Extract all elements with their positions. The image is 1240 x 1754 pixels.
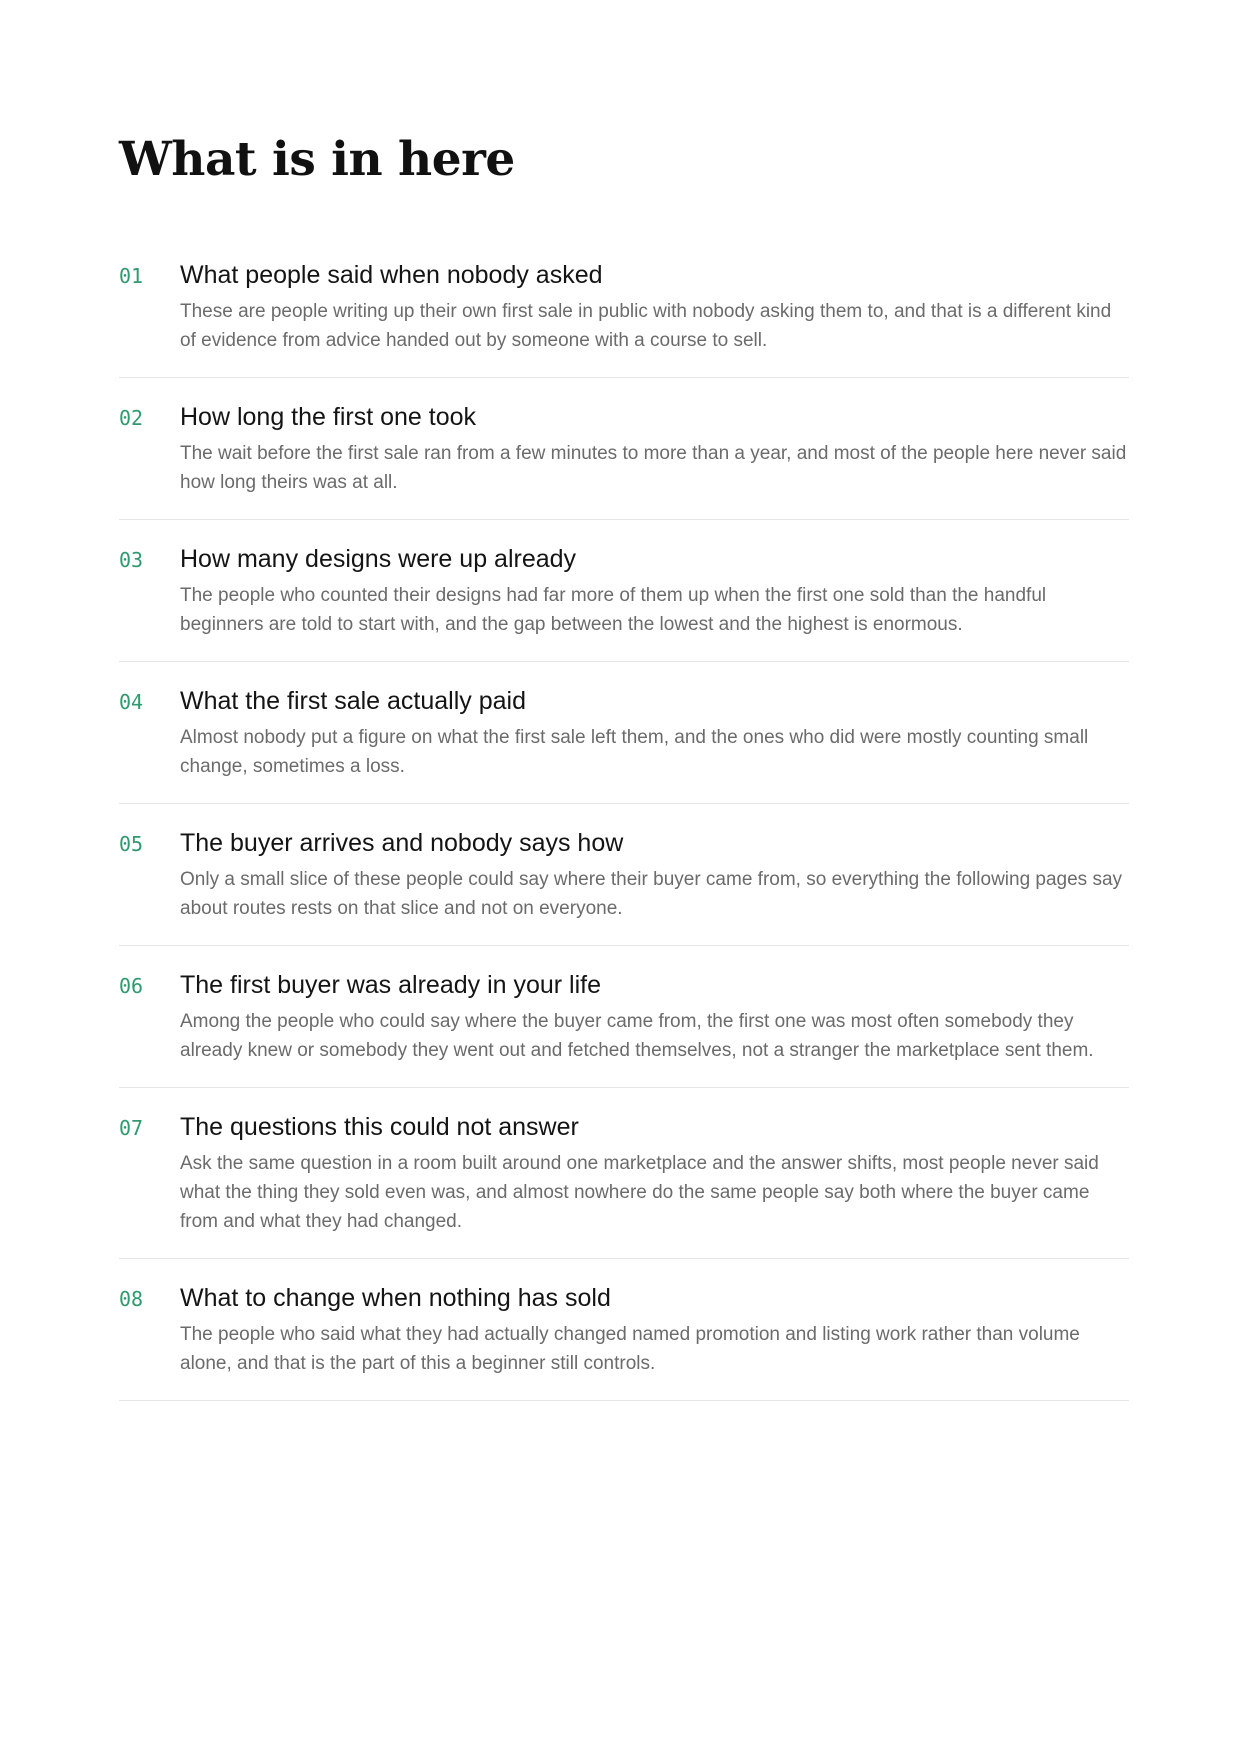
- toc-entry-heading[interactable]: What the first sale actually paid: [180, 687, 526, 715]
- toc-entry-number: 04: [119, 690, 144, 714]
- toc-entry[interactable]: [119, 258, 1129, 378]
- toc-entry[interactable]: [119, 1110, 1129, 1259]
- toc-entry[interactable]: [119, 1281, 1129, 1401]
- toc-entry-heading[interactable]: What people said when nobody asked: [180, 261, 603, 289]
- toc-entry-description: The people who counted their designs had far more of them up when the first one sold than the handful beginners are told to start with, and the gap between the lowest and the highest is enormous.: [180, 585, 1047, 635]
- toc-entry-number: 07: [119, 1116, 144, 1140]
- toc-entry-body: [180, 968, 1129, 1065]
- page-title: What is in here: [119, 132, 515, 187]
- toc-entry-body: [180, 1281, 1129, 1378]
- toc-entry-description: Almost nobody put a figure on what the first sale left them, and the ones who did were mostly counting small change, sometimes a loss.: [180, 727, 1089, 777]
- toc-entry-body: [180, 684, 1129, 781]
- toc-entry-heading[interactable]: What to change when nothing has sold: [180, 1284, 611, 1312]
- toc-entry-number: 02: [119, 406, 144, 430]
- toc-entry-body: [180, 1110, 1129, 1236]
- toc-entry-number: 08: [119, 1287, 144, 1311]
- toc-entry-number: 05: [119, 832, 144, 856]
- toc-entry-heading[interactable]: The questions this could not answer: [180, 1113, 579, 1141]
- toc-entry-description: The people who said what they had actually changed named promotion and listing work rather than volume alone, and that is the part of this a beginner still controls.: [180, 1324, 1080, 1374]
- toc-entry[interactable]: [119, 542, 1129, 662]
- toc-entry[interactable]: [119, 684, 1129, 804]
- toc-entry[interactable]: [119, 400, 1129, 520]
- toc-entry-body: [180, 826, 1129, 923]
- toc-entry-description: Only a small slice of these people could say where their buyer came from, so everything the following pages say about routes rests on that slice and not on everyone.: [180, 869, 1123, 919]
- toc-entry[interactable]: [119, 826, 1129, 946]
- toc-entry-number: 06: [119, 974, 144, 998]
- toc-entry-heading[interactable]: The first buyer was already in your life: [180, 971, 602, 999]
- toc-entry-description: Ask the same question in a room built around one marketplace and the answer shifts, most people never said what the thing they sold even was, and almost nowhere do the same people say both where the buyer came from and what they had changed.: [180, 1153, 1099, 1232]
- toc-entry-description: Among the people who could say where the buyer came from, the first one was most often somebody they already knew or somebody they went out and fetched themselves, not a stranger the marketplace sent them.: [180, 1011, 1094, 1061]
- toc-entry-description: These are people writing up their own first sale in public with nobody asking them to, and that is a different kind of evidence from advice handed out by someone with a course to sell.: [180, 301, 1112, 351]
- toc-entry-heading[interactable]: The buyer arrives and nobody says how: [180, 829, 624, 857]
- toc-entry-body: [180, 542, 1129, 639]
- toc-entry[interactable]: [119, 968, 1129, 1088]
- toc-entry-heading[interactable]: How many designs were up already: [180, 545, 577, 573]
- table-of-contents: [119, 258, 1129, 1423]
- toc-entry-number: 01: [119, 264, 144, 288]
- toc-entry-description: The wait before the first sale ran from a few minutes to more than a year, and most of the people here never said how long theirs was at all.: [180, 443, 1127, 493]
- toc-entry-body: [180, 400, 1129, 497]
- toc-entry-number: 03: [119, 548, 144, 572]
- toc-entry-body: [180, 258, 1129, 355]
- toc-entry-heading[interactable]: How long the first one took: [180, 403, 476, 431]
